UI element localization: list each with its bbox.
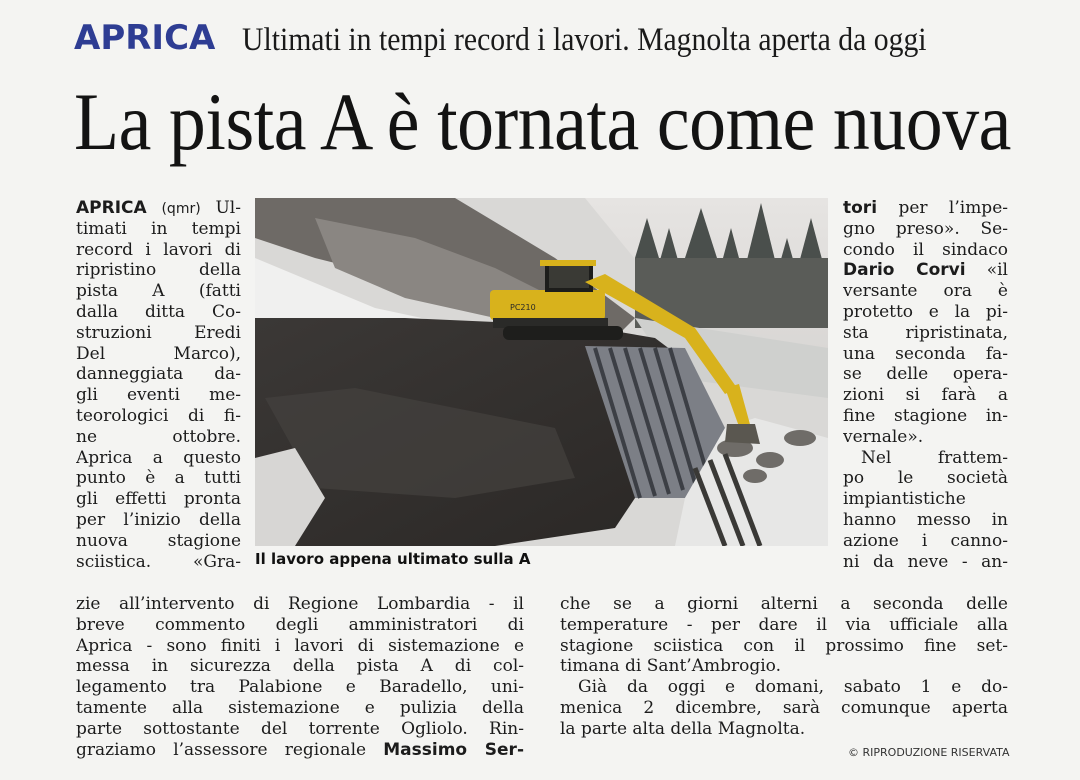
- photo-caption: Il lavoro appena ultimato sulla A: [255, 550, 531, 568]
- column-line: legamento tra Palabione e Baradello, uni-: [76, 677, 524, 698]
- column-line: menica 2 dicembre, sarà comunque aperta: [560, 697, 1008, 718]
- column-line: ripristino della: [76, 260, 241, 281]
- left-column: [76, 198, 241, 572]
- excavator-scene-image: [255, 198, 828, 546]
- column-text: per l’impe-: [898, 198, 1008, 218]
- column-line: struzioni Eredi: [76, 322, 241, 343]
- column-line: timana di Sant’Ambrogio.: [560, 656, 781, 677]
- column-line: parte sottostante del torrente Ogliolo. Rin-: [76, 718, 524, 739]
- column-line: impiantistiche: [843, 489, 966, 510]
- column-line: una seconda fa-: [843, 343, 1008, 364]
- article-header: [74, 14, 1014, 64]
- column-line: se delle opera-: [843, 364, 1008, 385]
- column-line: gli effetti pronta: [76, 489, 241, 510]
- column-line: [843, 260, 1008, 281]
- column-line: breve commento degli amministratori di: [76, 614, 524, 635]
- column-line: pista A (fatti: [76, 281, 241, 302]
- column-line: per l’inizio della: [76, 509, 241, 530]
- headline: La pista A è tornata come nuova: [74, 76, 1011, 167]
- kicker: APRICA: [74, 18, 216, 58]
- column-line: punto è a tutti: [76, 468, 241, 489]
- lower-left-column: [76, 594, 524, 760]
- column-line: Aprica a questo: [76, 447, 241, 468]
- column-line: hanno messo in: [843, 509, 1008, 530]
- column-line: stagione sciistica con il prossimo fine set-: [560, 635, 1008, 656]
- column-text: graziamo l’assessore regionale: [76, 739, 367, 760]
- column-line: messa in sicurezza della pista A di col-: [76, 656, 524, 677]
- column-line: Del Marco),: [76, 343, 241, 364]
- lower-right-column: [560, 594, 1008, 740]
- column-line: [76, 198, 241, 219]
- column-text: Ul-: [215, 198, 241, 218]
- column-line: temperature - per dare il via ufficiale alla: [560, 614, 1008, 635]
- byline-place: APRICA: [76, 198, 147, 218]
- column-line: fine stagione in-: [843, 405, 1008, 426]
- column-line: sciistica. «Gra-: [76, 551, 241, 572]
- column-line: vernale».: [843, 426, 924, 447]
- column-line: teorologici di fi-: [76, 405, 241, 426]
- column-line: gli eventi me-: [76, 385, 241, 406]
- column-line: la parte alta della Magnolta.: [560, 718, 806, 739]
- column-line: ni da neve - an-: [843, 551, 1008, 572]
- column-line: azione i canno-: [843, 530, 1008, 551]
- byline-author: (qmr): [161, 201, 201, 217]
- column-line: condo il sindaco: [843, 239, 1008, 260]
- column-line: [843, 198, 1008, 219]
- column-line: [76, 740, 524, 761]
- column-line: timati in tempi: [76, 218, 241, 239]
- column-line: zioni si farà a: [843, 385, 1008, 406]
- subtitle: Ultimati in tempi record i lavori. Magnolta aperta da oggi: [242, 22, 927, 58]
- assessor-name: Massimo Ser-: [383, 739, 524, 760]
- svg-text:PC210: PC210: [510, 303, 536, 312]
- column-line: po le società: [843, 468, 1008, 489]
- right-column: [843, 198, 1008, 572]
- assessor-surname-end: tori: [843, 198, 878, 218]
- column-line: record i lavori di: [76, 239, 241, 260]
- column-text: «il: [986, 260, 1008, 281]
- column-line: versante ora è: [843, 281, 1008, 302]
- column-line: tamente alla sistemazione e pulizia della: [76, 697, 524, 718]
- column-line: ne ottobre.: [76, 426, 241, 447]
- copyright-notice: © RIPRODUZIONE RISERVATA: [848, 746, 1010, 759]
- mayor-name: Dario Corvi: [843, 260, 966, 281]
- column-line: che se a giorni alterni a seconda delle: [560, 594, 1008, 614]
- column-line: Nel frattem-: [861, 447, 1008, 468]
- column-line: Già da oggi e domani, sabato 1 e do-: [578, 677, 1008, 698]
- column-line: dalla ditta Co-: [76, 301, 241, 322]
- column-line: Aprica - sono finiti i lavori di sistemazione e: [76, 635, 524, 656]
- column-line: gno preso». Se-: [843, 218, 1008, 239]
- column-line: protetto e la pi-: [843, 301, 1008, 322]
- column-line: nuova stagione: [76, 530, 241, 551]
- column-line: zie all’intervento di Regione Lombardia - il: [76, 594, 524, 614]
- article-photo: [255, 198, 828, 546]
- column-line: danneggiata da-: [76, 364, 241, 385]
- column-line: sta ripristinata,: [843, 322, 1008, 343]
